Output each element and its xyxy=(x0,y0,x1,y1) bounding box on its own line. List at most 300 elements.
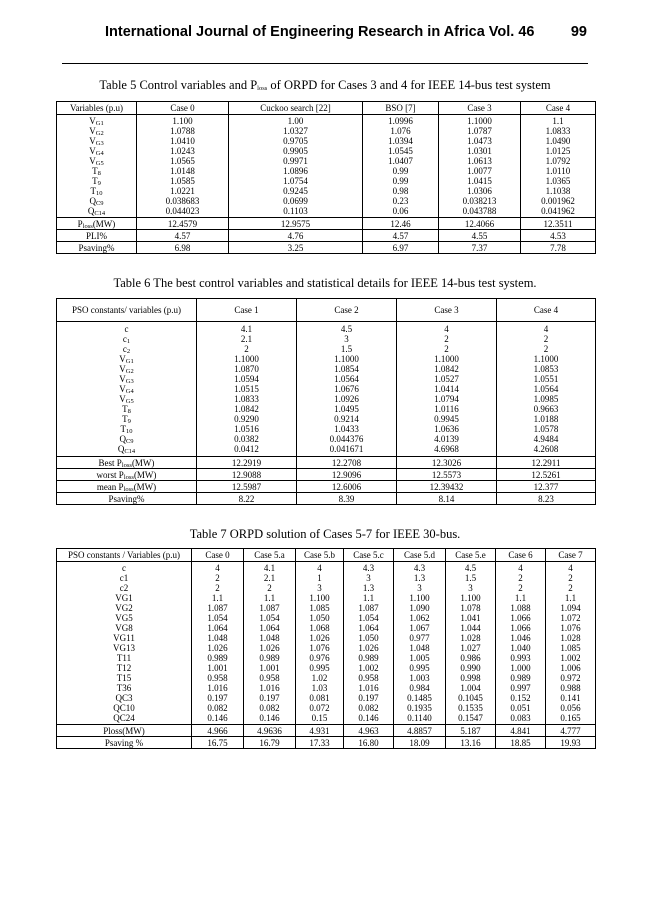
table-row xyxy=(57,344,596,354)
row-label: $T_8$ xyxy=(57,166,137,176)
table-row xyxy=(57,354,596,364)
row-label: T12 xyxy=(57,663,192,673)
table-cell: 1.1000 xyxy=(197,354,297,364)
table-cell: 0.1140 xyxy=(394,713,446,725)
table6-caption: Table 6 The best control variables and statistical details for IEEE 14-bus test system. xyxy=(113,276,537,290)
table-cell: 2 xyxy=(244,583,296,593)
table-cell: 1.0394 xyxy=(363,136,439,146)
row-label: VG2 xyxy=(57,603,192,613)
table-row xyxy=(57,613,596,623)
page-number: 99 xyxy=(570,24,587,40)
table-cell: 1.002 xyxy=(546,653,596,663)
summary-row xyxy=(57,242,596,254)
table-cell: 4.1 xyxy=(197,322,297,335)
table-cell: 1.001 xyxy=(244,663,296,673)
table-cell: 0.0699 xyxy=(229,196,363,206)
table-cell: 1.0996 xyxy=(363,115,439,127)
column-header: Case 3 xyxy=(397,299,497,322)
column-header: PSO constants / Variables (p.u) xyxy=(57,549,192,562)
table-cell: 4.5 xyxy=(446,562,496,574)
table-cell: 0.9971 xyxy=(229,156,363,166)
table-cell: 2.1 xyxy=(197,334,297,344)
label-subscript: G5 xyxy=(125,398,134,404)
table-cell: 8.22 xyxy=(197,493,297,505)
table-cell: 1.026 xyxy=(296,633,344,643)
table-cell: 12.377 xyxy=(497,481,596,493)
row-label: $V_{G1}$ xyxy=(57,115,137,127)
table-cell: 1.1 xyxy=(192,593,244,603)
row-label: $V_{G5}$ xyxy=(57,394,197,404)
table-cell: 0.0412 xyxy=(197,444,297,457)
table-cell: 4.76 xyxy=(229,230,363,242)
table-cell: 4 xyxy=(496,562,546,574)
column-header: Case 5.d xyxy=(394,549,446,562)
table-cell: 8.14 xyxy=(397,493,497,505)
row-label: $Q_{C14}$ xyxy=(57,206,137,218)
table-cell: 1.0243 xyxy=(137,146,229,156)
row-label: Ploss(MW) xyxy=(57,725,192,737)
table-cell: 0.056 xyxy=(546,703,596,713)
column-header: Case 4 xyxy=(521,102,596,115)
label-subscript: G2 xyxy=(95,130,104,136)
table-cell: 0.9945 xyxy=(397,414,497,424)
label-subscript: G1 xyxy=(125,358,134,364)
table-cell: 1.067 xyxy=(394,623,446,633)
table-cell: 0.082 xyxy=(344,703,394,713)
table-row xyxy=(57,562,596,574)
table-cell: 1.100 xyxy=(137,115,229,127)
table7-caption: Table 7 ORPD solution of Cases 5-7 for IEEE 30-bus. xyxy=(189,527,461,541)
table-cell: 1.078 xyxy=(446,603,496,613)
table-cell: 3 xyxy=(297,334,397,344)
table-cell: 1.0077 xyxy=(439,166,521,176)
table-cell: 1.016 xyxy=(344,683,394,693)
table-cell: 0.988 xyxy=(546,683,596,693)
table-cell: 1.0564 xyxy=(297,374,397,384)
table-cell: 1.0490 xyxy=(521,136,596,146)
table-cell: 2 xyxy=(546,583,596,593)
table-cell: 1.0515 xyxy=(197,384,297,394)
table-cell: 0.989 xyxy=(344,653,394,663)
table-cell: 1.054 xyxy=(192,613,244,623)
table-row xyxy=(57,643,596,653)
table-cell: 12.5261 xyxy=(497,469,596,481)
label-subscript: 9 xyxy=(127,418,131,424)
table-cell: 17.33 xyxy=(296,737,344,749)
table-cell: 0.1935 xyxy=(394,703,446,713)
row-label: $P_{loss}(MW)$ xyxy=(57,218,137,230)
table-cell: 1.0613 xyxy=(439,156,521,166)
table-cell: 3 xyxy=(296,583,344,593)
table-cell: 1.090 xyxy=(394,603,446,613)
table-row xyxy=(57,673,596,683)
table-cell: 0.977 xyxy=(394,633,446,643)
table-row xyxy=(57,663,596,673)
table-cell: 4.963 xyxy=(344,725,394,737)
table-cell: 1.068 xyxy=(296,623,344,633)
table-cell: 1.062 xyxy=(394,613,446,623)
table-cell: 4.841 xyxy=(496,725,546,737)
row-label: QC3 xyxy=(57,693,192,703)
table-cell: 1.076 xyxy=(546,623,596,633)
table-cell: 1.050 xyxy=(344,633,394,643)
table-row xyxy=(57,166,596,176)
table-cell: 1.0415 xyxy=(439,176,521,186)
table-cell: 0.995 xyxy=(296,663,344,673)
table-cell: 0.998 xyxy=(446,673,496,683)
row-label: T15 xyxy=(57,673,192,683)
row-label: Psaving% xyxy=(57,493,197,505)
table-row xyxy=(57,186,596,196)
table-cell: 0.197 xyxy=(344,693,394,703)
label-subscript: 8 xyxy=(97,170,101,176)
table-row xyxy=(57,573,596,583)
table-cell: 4.5 xyxy=(297,322,397,335)
table-cell: 1.048 xyxy=(192,633,244,643)
table-cell: 1.0594 xyxy=(197,374,297,384)
row-label: VG11 xyxy=(57,633,192,643)
row-label: $V_{G5}$ xyxy=(57,156,137,166)
column-header: PSO constants/ variables (p.u) xyxy=(57,299,197,322)
table-cell: 1.03 xyxy=(296,683,344,693)
table-cell: 4.6968 xyxy=(397,444,497,457)
table-cell: 1.072 xyxy=(546,613,596,623)
table-cell: 1.0495 xyxy=(297,404,397,414)
table-row xyxy=(57,374,596,384)
table-cell: 0.989 xyxy=(192,653,244,663)
row-label: c xyxy=(57,322,197,335)
table-cell: 4.57 xyxy=(137,230,229,242)
table-cell: 1.100 xyxy=(446,593,496,603)
table-cell: 0.152 xyxy=(496,693,546,703)
table-cell: 1.087 xyxy=(344,603,394,613)
table-cell: 1.0926 xyxy=(297,394,397,404)
table-cell: 0.993 xyxy=(496,653,546,663)
table-cell: 0.99 xyxy=(363,176,439,186)
label-subscript: 9 xyxy=(97,180,101,186)
table-cell: 1.1000 xyxy=(439,115,521,127)
table-cell: 1.046 xyxy=(496,633,546,643)
table-cell: 1.0585 xyxy=(137,176,229,186)
row-label: $c_2$ xyxy=(57,344,197,354)
table-cell: 1.0516 xyxy=(197,424,297,434)
table-cell: 1.041 xyxy=(446,613,496,623)
table-row xyxy=(57,322,596,335)
table-cell: 1.0110 xyxy=(521,166,596,176)
table-cell: 0.997 xyxy=(496,683,546,693)
table-cell: 1.00 xyxy=(229,115,363,127)
table-row xyxy=(57,146,596,156)
row-label: $V_{G1}$ xyxy=(57,354,197,364)
table-cell: 0.141 xyxy=(546,693,596,703)
running-header xyxy=(55,22,595,44)
table-cell: 1.0527 xyxy=(397,374,497,384)
table-cell: 1.003 xyxy=(394,673,446,683)
table-cell: 8.39 xyxy=(297,493,397,505)
table-cell: 1.0636 xyxy=(397,424,497,434)
table-cell: 1 xyxy=(296,573,344,583)
table-cell: 1.026 xyxy=(244,643,296,653)
column-header: Case 5.b xyxy=(296,549,344,562)
table-row xyxy=(57,693,596,703)
table-cell: 1.0676 xyxy=(297,384,397,394)
table-cell: 0.197 xyxy=(192,693,244,703)
column-header: Case 4 xyxy=(497,299,596,322)
table-cell: 0.986 xyxy=(446,653,496,663)
table-cell: 12.3511 xyxy=(521,218,596,230)
row-label: c xyxy=(57,562,192,574)
table-cell: 4.1 xyxy=(244,562,296,574)
table-cell: 1.016 xyxy=(244,683,296,693)
column-header: Case 2 xyxy=(297,299,397,322)
table-cell: 1.0327 xyxy=(229,126,363,136)
table-cell: 1.016 xyxy=(192,683,244,693)
row-label: $Q_{C14}$ xyxy=(57,444,197,457)
table-row xyxy=(57,633,596,643)
table-cell: 1.076 xyxy=(296,643,344,653)
row-label: $V_{G4}$ xyxy=(57,146,137,156)
table-cell: 1.0116 xyxy=(397,404,497,414)
row-label: Psaving % xyxy=(57,737,192,749)
table-cell: 0.146 xyxy=(244,713,296,725)
table-cell: 0.044376 xyxy=(297,434,397,444)
row-label: $T_{10}$ xyxy=(57,186,137,196)
table-cell: 1.028 xyxy=(446,633,496,643)
table-row xyxy=(57,623,596,633)
table-cell: 4.9636 xyxy=(244,725,296,737)
summary-row xyxy=(57,218,596,230)
label-subscript: 10 xyxy=(96,190,103,196)
table-cell: 4 xyxy=(397,322,497,335)
table-cell: 12.2919 xyxy=(197,457,297,469)
row-label: PLI% xyxy=(57,230,137,242)
table-cell: 12.2911 xyxy=(497,457,596,469)
table-cell: 6.98 xyxy=(137,242,229,254)
table-cell: 1.054 xyxy=(244,613,296,623)
table-row xyxy=(57,176,596,186)
table-cell: 12.4579 xyxy=(137,218,229,230)
table-cell: 1.094 xyxy=(546,603,596,613)
table-cell: 0.0382 xyxy=(197,434,297,444)
table-cell: 2 xyxy=(546,573,596,583)
column-header: Case 0 xyxy=(192,549,244,562)
table-row xyxy=(57,593,596,603)
table-cell: 1.001 xyxy=(192,663,244,673)
table-cell: 0.044023 xyxy=(137,206,229,218)
table-cell: 2 xyxy=(497,334,596,344)
table-cell: 1.0221 xyxy=(137,186,229,196)
table-cell: 4.53 xyxy=(521,230,596,242)
label-subscript: loss xyxy=(121,461,132,469)
summary-row xyxy=(57,493,596,505)
table-cell: 0.043788 xyxy=(439,206,521,218)
table-cell: 2 xyxy=(197,344,297,354)
table-cell: 1.048 xyxy=(244,633,296,643)
table-cell: 1.0853 xyxy=(497,364,596,374)
table-cell: 16.80 xyxy=(344,737,394,749)
row-label: $T_{10}$ xyxy=(57,424,197,434)
table-cell: 1.0833 xyxy=(197,394,297,404)
table-cell: 12.9088 xyxy=(197,469,297,481)
summary-row xyxy=(57,725,596,737)
table-cell: 1.1000 xyxy=(397,354,497,364)
table-cell: 4 xyxy=(192,562,244,574)
table-cell: 2 xyxy=(192,583,244,593)
label-subscript: G3 xyxy=(95,140,104,146)
table-cell: 1.0407 xyxy=(363,156,439,166)
table-cell: 0.146 xyxy=(192,713,244,725)
column-header: Case 5.e xyxy=(446,549,496,562)
row-label: $c_1$ xyxy=(57,334,197,344)
label-subscript: G1 xyxy=(95,120,104,126)
table-cell: 4.0139 xyxy=(397,434,497,444)
table-cell: 6.97 xyxy=(363,242,439,254)
row-label: T36 xyxy=(57,683,192,693)
table-cell: 1.006 xyxy=(546,663,596,673)
row-label: $T_9$ xyxy=(57,176,137,186)
table-cell: 12.46 xyxy=(363,218,439,230)
table-cell: 1.0787 xyxy=(439,126,521,136)
table-cell: 0.165 xyxy=(546,713,596,725)
table-cell: 12.4066 xyxy=(439,218,521,230)
table-cell: 4.2608 xyxy=(497,444,596,457)
table-cell: 0.958 xyxy=(192,673,244,683)
table-cell: 1.066 xyxy=(496,623,546,633)
table-cell: 0.082 xyxy=(244,703,296,713)
table-cell: 1.0188 xyxy=(497,414,596,424)
label-subscript: C14 xyxy=(124,448,136,455)
table-cell: 2 xyxy=(192,573,244,583)
summary-row xyxy=(57,481,596,493)
label-subscript: 10 xyxy=(126,428,133,434)
table7 xyxy=(56,548,596,749)
column-header: Case 0 xyxy=(137,102,229,115)
table-cell: 1.085 xyxy=(546,643,596,653)
table-cell: 4.55 xyxy=(439,230,521,242)
row-label: T11 xyxy=(57,653,192,663)
table-cell: 0.990 xyxy=(446,663,496,673)
table-cell: 1.1 xyxy=(546,593,596,603)
table-cell: 1.040 xyxy=(496,643,546,653)
table-cell: 1.1 xyxy=(521,115,596,127)
table-cell: 7.37 xyxy=(439,242,521,254)
row-label: VG8 xyxy=(57,623,192,633)
table-cell: 0.1045 xyxy=(446,693,496,703)
table-cell: 0.989 xyxy=(496,673,546,683)
table-cell: 1.048 xyxy=(394,643,446,653)
table-cell: 1.1000 xyxy=(297,354,397,364)
table-row xyxy=(57,424,596,434)
table-cell: 12.5573 xyxy=(397,469,497,481)
row-label: c2 xyxy=(57,583,192,593)
table-cell: 1.0410 xyxy=(137,136,229,146)
table-row xyxy=(57,206,596,218)
table-row xyxy=(57,384,596,394)
column-header: BSO [7] xyxy=(363,102,439,115)
table-cell: 1.087 xyxy=(192,603,244,613)
table-cell: 0.9290 xyxy=(197,414,297,424)
column-header: Variables (p.u) xyxy=(57,102,137,115)
table6 xyxy=(56,298,596,505)
label-subscript: 2 xyxy=(126,348,131,354)
table-cell: 1.100 xyxy=(296,593,344,603)
table-cell: 0.06 xyxy=(363,206,439,218)
row-label: mean $P_{loss}(MW)$ xyxy=(57,481,197,493)
table-cell: 0.976 xyxy=(296,653,344,663)
table-cell: 12.39432 xyxy=(397,481,497,493)
table-row xyxy=(57,115,596,127)
table-cell: 4 xyxy=(546,562,596,574)
table-cell: 0.9705 xyxy=(229,136,363,146)
table-cell: 1.0433 xyxy=(297,424,397,434)
table-cell: 0.989 xyxy=(244,653,296,663)
label-subscript: loss xyxy=(82,222,93,230)
table5-caption: Table 5 Control variables and $P_{loss}$ of ORPD for Cases 3 and 4 for IEEE 14-bus test system xyxy=(99,78,551,92)
column-header: Case 3 xyxy=(439,102,521,115)
table-cell: 4.3 xyxy=(344,562,394,574)
table-cell: 3 xyxy=(344,573,394,583)
table-cell: 0.072 xyxy=(296,703,344,713)
table-row xyxy=(57,404,596,414)
table-cell: 1.0754 xyxy=(229,176,363,186)
table-cell: 1.026 xyxy=(344,643,394,653)
table-cell: 0.1547 xyxy=(446,713,496,725)
column-header: Case 6 xyxy=(496,549,546,562)
table-cell: 12.6006 xyxy=(297,481,397,493)
table-cell: 0.041962 xyxy=(521,206,596,218)
table-row xyxy=(57,444,596,457)
table-cell: 1.002 xyxy=(344,663,394,673)
table-cell: 0.083 xyxy=(496,713,546,725)
table-cell: 2 xyxy=(397,344,497,354)
table-cell: 1.000 xyxy=(496,663,546,673)
summary-row xyxy=(57,230,596,242)
table-cell: 5.187 xyxy=(446,725,496,737)
table-cell: 3 xyxy=(394,583,446,593)
table5 xyxy=(56,101,596,254)
table-cell: 1.0842 xyxy=(397,364,497,374)
table-cell: 0.146 xyxy=(344,713,394,725)
table-cell: 1.0833 xyxy=(521,126,596,136)
table-cell: 1.027 xyxy=(446,643,496,653)
table-row xyxy=(57,713,596,725)
table-cell: 1.0870 xyxy=(197,364,297,374)
table-cell: 1.0788 xyxy=(137,126,229,136)
table-cell: 3.25 xyxy=(229,242,363,254)
table-cell: 1.0578 xyxy=(497,424,596,434)
row-label: $V_{G2}$ xyxy=(57,364,197,374)
label-subscript: C14 xyxy=(94,210,106,217)
table-cell: 1.0985 xyxy=(497,394,596,404)
table-cell: 12.2708 xyxy=(297,457,397,469)
table-cell: 1.0414 xyxy=(397,384,497,394)
table-cell: 0.995 xyxy=(394,663,446,673)
table-cell: 12.9575 xyxy=(229,218,363,230)
table-cell: 1.3 xyxy=(344,583,394,593)
table-cell: 1.028 xyxy=(546,633,596,643)
table-cell: 0.1103 xyxy=(229,206,363,218)
row-label: VG5 xyxy=(57,613,192,623)
table-cell: 1.0896 xyxy=(229,166,363,176)
table-row xyxy=(57,703,596,713)
row-label: $T_9$ xyxy=(57,414,197,424)
table-cell: 18.09 xyxy=(394,737,446,749)
table-cell: 3 xyxy=(446,583,496,593)
table-cell: 0.197 xyxy=(244,693,296,703)
table-cell: 1.0545 xyxy=(363,146,439,156)
row-label: Best $P_{loss}(MW)$ xyxy=(57,457,197,469)
table-cell: 2 xyxy=(497,344,596,354)
